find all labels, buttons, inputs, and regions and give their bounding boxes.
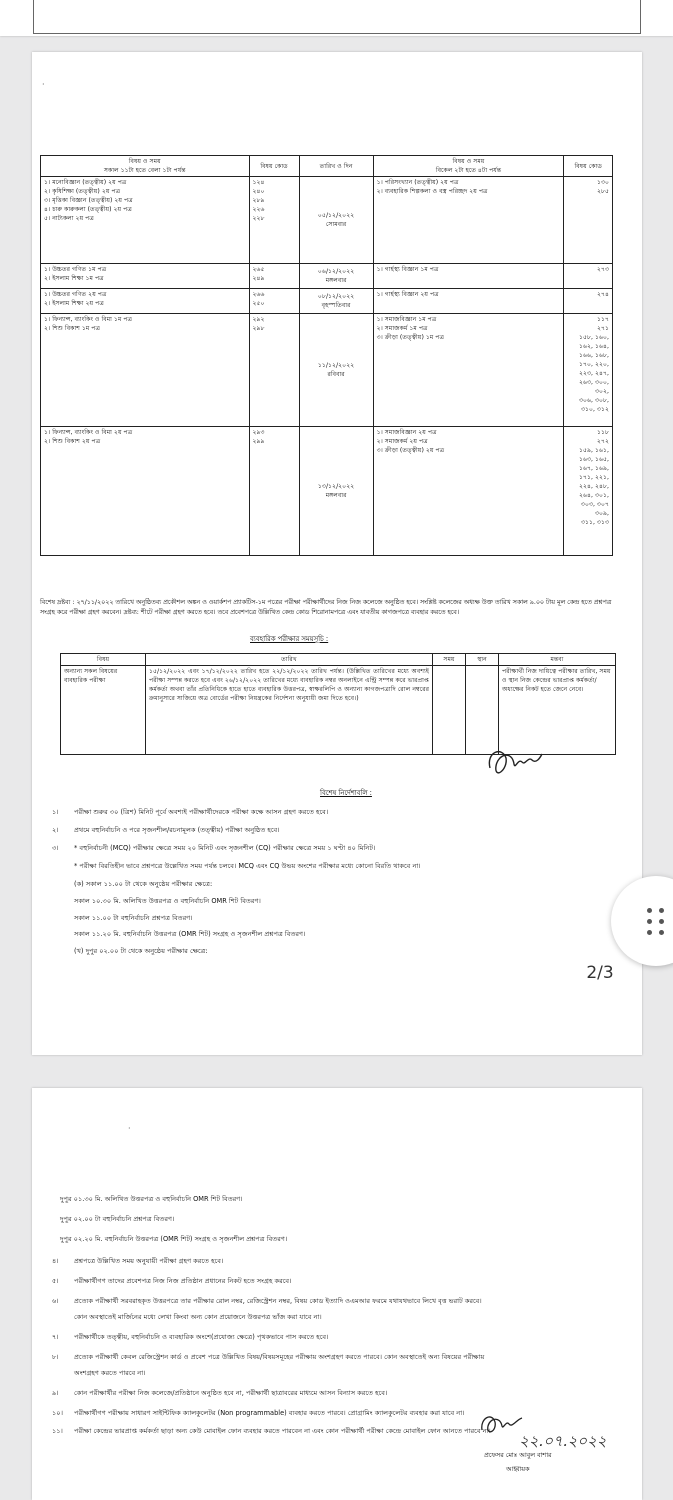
left-codes-cell-line: ২৯৩ (252, 429, 265, 436)
instruction-text: পরীক্ষার্থীগণ তাদের প্রবেশপত্র নিজ নিজ প্রতিষ্ঠান প্রধানের নিকট হতে সংগ্রহ করবে। (74, 1277, 292, 1285)
date-cell (299, 289, 373, 314)
right-codes-cell (564, 177, 613, 264)
instruction-item (52, 843, 612, 853)
instruction-number: ৪। (52, 1257, 59, 1265)
header-date: তারিখ ও দিন (299, 156, 373, 177)
instruction-item (60, 1214, 174, 1224)
right-codes-cell-line: ৩১১, ৩১৩ (580, 519, 609, 526)
left-subjects-cell (41, 264, 250, 289)
right-codes-cell-line: ৩০৯, (594, 510, 609, 517)
dots-grid-icon (647, 908, 652, 913)
header-code-left: বিষয় কোড (249, 156, 299, 177)
table-row (41, 264, 613, 289)
instruction-item (52, 1296, 482, 1306)
header-code-right: বিষয় কোড (564, 156, 613, 177)
date-cell-line: মঙ্গলবার (325, 277, 347, 284)
date-cell-line: ১৩/১২/২০২২ (317, 483, 355, 490)
scan-mark: · (42, 80, 45, 89)
date-cell-line: ০৬/১২/২০২২ (317, 268, 355, 275)
left-subjects-cell (41, 427, 250, 556)
page-edge-left (33, 0, 34, 34)
instruction-item (74, 1312, 322, 1322)
instruction-number: ৭। (52, 1333, 59, 1341)
right-subjects-cell-line: ৩। ক্রীড়া (তত্ত্বীয়) ২য় পত্র (376, 447, 445, 454)
date-cell (299, 264, 373, 289)
right-codes-cell-line: ৩১০, ৩১২ (580, 406, 609, 413)
signature-mark-page1 (484, 740, 546, 788)
dots-grid-icon-dot (659, 930, 664, 935)
right-codes-cell-line: ১৫৯, ১৬১, (579, 447, 609, 454)
dots-grid-icon-dot (659, 919, 664, 924)
instruction-item (52, 879, 612, 889)
instruction-text: প্রত্যেক পরীক্ষার্থী কেবল রেজিস্ট্রেশন কার্ড ও প্রবেশ পত্রে উল্লিখিত বিষয়/বিষয়সমূহের পরীক্ষায় অংশগ্রহণ করতে পারবে। কোন অবস্থাতেই অন্য বিষয়ের পরীক্ষায় (74, 1353, 485, 1361)
right-codes-cell-line: ২৬৪, ৩০১, (578, 492, 609, 499)
practical-time-cell (433, 666, 466, 755)
left-subjects-cell-line: ১। উচ্চতর গণিত ২য় পত্র (44, 291, 107, 298)
dots-grid-icon-dot (647, 919, 652, 924)
practical-header-subject: বিষয় (61, 654, 146, 666)
document-page-1 (32, 52, 642, 1055)
instruction-text: কোন পরীক্ষার্থীর পরীক্ষা নিজ কলেজে/প্রতিষ্ঠানে অনুষ্ঠিত হবে না, পরীক্ষার্থী ছাত্রাবরের মাধ্যমে আসন বিন্যাস করতে হবে। (74, 1389, 388, 1397)
left-codes-cell-line: ২৯৮ (252, 325, 265, 332)
left-subjects-cell-line: ১। উচ্চতর গণিত ১ম পত্র (44, 266, 107, 273)
table-row (41, 314, 613, 427)
instruction-text: পরীক্ষা শুরুর ৩০ (ত্রিশ) মিনিট পূর্বে অবশ্যই পরীক্ষার্থীদেরকে পরীক্ষা কক্ষে আসন গ্রহণ করতে হবে। (74, 808, 329, 816)
left-subjects-cell-line: ৪। চারু কারুকলা (তত্ত্বীয়) ২য় পত্র (44, 206, 132, 213)
practical-header-place: স্থান (466, 654, 499, 666)
right-codes-cell-line: ২৮৫ (596, 188, 609, 195)
left-codes-cell-line: ১২৪ (252, 179, 265, 186)
left-codes-cell-line: ২৬৬ (252, 291, 265, 298)
date-cell-line: বৃহস্পতিবার (321, 302, 351, 309)
instruction-item (52, 946, 612, 956)
left-codes-cell-line: ২২৬ (252, 206, 265, 213)
left-subjects-cell-line: ৩। মৃত্তিকা বিজ্ঞান (তত্ত্বীয়) ২য় পত্র (44, 197, 133, 204)
table-header-row (41, 156, 613, 177)
instruction-number: ১০। (52, 1409, 63, 1417)
left-subjects-cell (41, 289, 250, 314)
instruction-text: দুপুর ০২.০০ টা বহুনির্বাচনি প্রশ্নপত্র বিতরণ। (60, 1215, 175, 1223)
previous-page-edge (0, 0, 673, 36)
instruction-item (52, 825, 612, 835)
right-subjects-cell-line: ১। গার্হস্থ্য বিজ্ঞান ১ম পত্র (376, 266, 439, 273)
right-subjects-cell-line: ২। সমাজকর্ম ১ম পত্র (376, 325, 428, 332)
left-codes-cell-line: ২৯৯ (252, 438, 265, 445)
right-codes-cell-line: ১৭১, ২২১, (578, 474, 609, 481)
instructions-title: বিশেষ নির্দেশাবলি : (320, 789, 372, 797)
left-codes-cell-line: ২২৮ (252, 215, 265, 222)
date-cell (299, 314, 373, 427)
left-codes-cell (249, 177, 299, 264)
instruction-number: ২। (52, 826, 59, 834)
date-cell-line: রবিবার (327, 371, 345, 378)
instruction-item (52, 1388, 387, 1398)
table-row (41, 289, 613, 314)
header-subject-left: বিষয় ও সময় সকাল ১১টা হতে বেলা ১টা পর্যন্ত (41, 156, 250, 177)
right-codes-cell-line: ৩০২, (594, 388, 609, 395)
left-codes-cell (249, 427, 299, 556)
instruction-item (52, 896, 612, 906)
practical-header-date: তারিখ (146, 654, 433, 666)
right-subjects-cell (373, 177, 564, 264)
right-codes-cell-line: ২৭৩ (596, 266, 609, 273)
right-codes-cell-line: ১৫৮, ১৬০, (578, 334, 609, 341)
instruction-text: (ক) সকাল ১১.০০ টা থেকে অনুষ্ঠেয় পরীক্ষার ক্ষেত্রে: (74, 880, 213, 888)
instruction-text: (খ) দুপুর ০২.০০ টা থেকে অনুষ্ঠেয় পরীক্ষার ক্ষেত্রে: (74, 947, 208, 955)
instruction-item (52, 929, 612, 939)
left-subjects-cell-line: ২। শিশু বিকাশ ২য় পত্র (44, 438, 101, 445)
instruction-number: ১১। (52, 1427, 63, 1435)
right-subjects-cell-line: ৩। ক্রীড়া (তত্ত্বীয়) ১ম পত্র (376, 334, 444, 341)
instruction-text: প্রশ্নপত্রে উল্লিখিত সময় অনুযায়ী পরীক্ষা গ্রহণ করতে হবে। (74, 1257, 224, 1265)
signer-name: প্রফেসর মোঃ আবুল বাশার (484, 1451, 552, 1459)
date-cell (299, 427, 373, 556)
instruction-item (52, 1408, 465, 1418)
left-codes-cell-line: ২৮৯ (252, 197, 265, 204)
dots-grid-icon-dot (659, 908, 664, 913)
right-codes-cell-line: ২২৩, ২৪৭, (578, 370, 609, 377)
instruction-number: ৫। (52, 1277, 59, 1285)
date-cell-line: সোমবার (325, 221, 347, 228)
right-codes-cell-line: ১৬৬, ১৬৮, (578, 352, 609, 359)
date-cell-line: ০৮/১২/২০২২ (317, 293, 355, 300)
right-subjects-cell-line: ২। ব্যবহারিক শিল্পকলা ও বস্ত্র পরিচ্ছদ ২য় পত্র (376, 188, 488, 195)
dots-grid-icon-dot (647, 930, 652, 935)
left-subjects-cell (41, 314, 250, 427)
practical-header-remarks: মন্তব্য (499, 654, 616, 666)
exam-schedule-table (40, 155, 613, 556)
instruction-text: দুপুর ০১.৩০ মি. অলিখিত উত্তরপত্র ও বহুনির্বাচনি OMR শিট বিতরণ। (60, 1195, 243, 1203)
instruction-item (52, 1352, 484, 1362)
instruction-text: অংশগ্রহণ করতে পারবে না। (74, 1369, 146, 1377)
practical-header-time: সময় (433, 654, 466, 666)
date-cell-line: ১১/১২/২০২২ (317, 362, 355, 369)
instruction-number: ১। (52, 808, 59, 816)
page-indicator: 2/3 (586, 963, 614, 983)
right-codes-cell (564, 264, 613, 289)
practical-header-row (61, 654, 616, 666)
left-codes-cell-line: ২৪৯ (252, 275, 265, 282)
left-codes-cell-line: ২৪০ (252, 188, 265, 195)
right-codes-cell-line: ১৩০ (596, 179, 609, 186)
instruction-text: সকাল ১০.৩০ মি. অলিখিত উত্তরপত্র ও বহুনির্বাচনি OMR শিট বিতরণ। (74, 897, 261, 905)
instruction-item (52, 913, 612, 923)
instruction-item (52, 1276, 291, 1286)
right-codes-cell-line: ২৭৪ (596, 291, 609, 298)
date-cell-line: মঙ্গলবার (325, 492, 347, 499)
right-codes-cell-line: ২৭১ (596, 325, 609, 332)
right-codes-cell (564, 427, 613, 556)
right-codes-cell-line: ১১৭ (596, 316, 609, 323)
instruction-number: ৬। (52, 1297, 59, 1305)
practical-remarks: পরীক্ষার্থী নিজ দায়িত্বে পরীক্ষার তারিখ, সময় ও স্থান নিজ কেন্দ্রের ভারপ্রাপ্ত কর্মকর্তা/অধ্যক্ষের নিকট হতে জেনে নেবে। (499, 666, 616, 755)
date-cell (299, 177, 373, 264)
right-subjects-cell-line: ১। পরিসংখ্যান (তত্ত্বীয়) ২য় পত্র (376, 179, 459, 186)
right-subjects-cell (373, 314, 564, 427)
instruction-item (52, 1426, 491, 1436)
left-codes-cell-line: ২৯২ (252, 316, 265, 323)
right-codes-cell-line: ২২৪, ২৪৮, (578, 483, 609, 490)
instruction-item (60, 1194, 243, 1204)
instruction-text: সকাল ১১.২০ মি. বহুনির্বাচনি উত্তরপত্র (OMR শিট) সংগ্রহ ও সৃজনশীল প্রশ্নপত্র বিতরণ। (74, 930, 306, 938)
instruction-item (52, 807, 612, 817)
right-codes-cell-line: ২৭২ (596, 438, 609, 445)
right-subjects-cell-line: ১। সমাজবিজ্ঞান ২য় পত্র (376, 429, 437, 436)
right-codes-cell-line: ২৬৩, ৩০০, (578, 379, 609, 386)
left-codes-cell-line: ২৫০ (252, 300, 265, 307)
special-note: বিশেষ দ্রষ্টব্য : ২৭/১১/২০২২ তারিখে অনুষ্ঠিতব্য প্রকৌশল অঙ্কন ও ওয়ার্কশপ প্র্যাকটিস-১ম পত্রের পরীক্ষা পরীক্ষার্থীদের নিজ নিজ কলেজে অনুষ্ঠিত হবে। সংশ্লিষ্ট কলেজের অধ্যক্ষ উক্ত তারিখ সকাল ৯.০০ টায় মূল কেন্দ্র হতে প্রশ্নপত্র সংগ্রহ করে পরীক্ষা গ্রহণ করবেন। দ্রষ্টব্য: শীটে পরীক্ষা গ্রহণ করতে হবে। তবে প্রবেশপত্রে উল্লিখিত কেন্দ্র কোড শিরোনামপত্রে এবং যাবতীয় কাগজপত্রে ব্যবহার করতে হবে। (40, 599, 612, 616)
left-subjects-cell-line: ১। মনোবিজ্ঞান (তত্ত্বীয়) ২য় পত্র (44, 179, 127, 186)
right-codes-cell-line: ১৬৩, ১৬৫, (578, 456, 609, 463)
practical-schedule-title: ব্যবহারিক পরীক্ষার সময়সূচি : (250, 635, 329, 643)
instruction-text: প্রত্যেক পরীক্ষার্থী সরবরাহকৃত উত্তরপত্রে তার পরীক্ষার রোল নম্বর, রেজিস্ট্রেশন নম্বর, বিষয় কোড ইত্যাদি ওএমআর ফরমে যথাযথভাবে লিখে বৃত্ত ভরাট করবে। (74, 1297, 482, 1305)
instruction-number: ৯। (52, 1389, 59, 1397)
page-edge-bottom (33, 33, 641, 34)
left-codes-cell (249, 289, 299, 314)
instruction-text: প্রথমে বহুনির্বাচনি ও পরে সৃজনশীল/রচনামূলক (তত্ত্বীয়) পরীক্ষা অনুষ্ঠিত হবে। (74, 826, 280, 834)
left-subjects-cell-line: ২। কৃষিশিক্ষা (তত্ত্বীয়) ২য় পত্র (44, 188, 121, 195)
instruction-text: * বহুনির্বাচনী (MCQ) পরীক্ষার ক্ষেত্রে সময় ২০ মিনিট এবং সৃজনশীল (CQ) পরীক্ষার ক্ষেত্রে সময় ১ ঘণ্টা ৪০ মিনিট। (74, 844, 376, 852)
right-codes-cell-line: ১১৮ (596, 429, 609, 436)
instruction-item (52, 1332, 328, 1342)
right-codes-cell-line: ১৭০, ২২০, (578, 361, 609, 368)
instruction-number: ৮। (52, 1353, 59, 1361)
left-subjects-cell-line: ১। ফিন্যান্স, ব্যাংকিং ও বিমা ২য় পত্র (44, 429, 133, 436)
signer-title: আহ্বায়ক (506, 1465, 530, 1473)
right-codes-cell-line: ১৬২, ১৬৪, (578, 343, 609, 350)
practical-subject: অন্যান্য সকল বিষয়ের ব্যবহারিক পরীক্ষা (61, 666, 146, 755)
scan-mark: · (128, 1124, 131, 1133)
left-codes-cell (249, 264, 299, 289)
left-subjects-cell-line: ২। ইসলাম শিক্ষা ১ম পত্র (44, 275, 104, 282)
instruction-text: কোন অবস্থাতেই মার্জিনের মধ্যে লেখা কিংবা অন্য কোন প্রয়োজনে উত্তরপত্র ভাঁজ করা যাবে না। (74, 1313, 322, 1321)
right-subjects-cell-line: ২। সমাজকর্ম ২য় পত্র (376, 438, 428, 445)
right-codes-cell-line: ১৬৭, ১৬৯, (578, 465, 609, 472)
instruction-item (60, 1234, 287, 1244)
right-codes-cell (564, 314, 613, 427)
left-subjects-cell (41, 177, 250, 264)
header-subject-right: বিষয় ও সময় বিকেল ২টা হতে ৪টা পর্যন্ত (373, 156, 564, 177)
instruction-item (52, 861, 612, 871)
instruction-text: পরীক্ষার্থীগণ পরীক্ষায় সাধারণ সাইন্টিফিক ক্যালকুলেটর (Non programmable) ব্যবহার করতে পারবে। প্রোগ্রামিং ক্যালকুলেটর ব্যবহার করা যাবে না। (74, 1409, 465, 1417)
right-subjects-cell (373, 427, 564, 556)
instruction-item (74, 1368, 146, 1378)
instruction-text: পরীক্ষা কেন্দ্রের ভারপ্রাপ্ত কর্মকর্তা ছাড়া অন্য কেউ মোবাইল ফোন ব্যবহার করতে পারবেন না এবং কোন পরীক্ষার্থী পরীক্ষা কেন্দ্রে মোবাইল ফোন আনতে পারবে না। (74, 1427, 491, 1435)
left-subjects-cell-line: ২। ইসলাম শিক্ষা ২য় পত্র (44, 300, 104, 307)
right-codes-cell (564, 289, 613, 314)
right-subjects-cell (373, 264, 564, 289)
table-row (41, 427, 613, 556)
instruction-text: সকাল ১১.০০ টা বহুনির্বাচনি প্রশ্নপত্র বিতরণ। (74, 914, 193, 922)
instruction-text: দুপুর ০২.২০ মি. বহুনির্বাচনি উত্তরপত্র (OMR শিট) সংগ্রহ ও সৃজনশীল প্রশ্নপত্র বিতরণ। (60, 1235, 288, 1243)
right-subjects-cell-line: ১। সমাজবিজ্ঞান ১ম পত্র (376, 316, 437, 323)
instruction-number: ৩। (52, 844, 59, 852)
document-page-2 (32, 1088, 642, 1500)
signature-date: ২২.০৭.২০২২ (519, 1432, 607, 1450)
table-row (41, 177, 613, 264)
left-subjects-cell-line: ৫। নাট্যকলা ২য় পত্র (44, 215, 94, 222)
instruction-text: পরীক্ষার্থীকে তত্ত্বীয়, বহুনির্বাচনি ও ব্যবহারিক অংশে(প্রযোজ্য ক্ষেত্রে) পৃথকভাবে পাস করতে হবে। (74, 1333, 329, 1341)
page-edge-right (640, 0, 641, 34)
instruction-item (52, 1256, 223, 1266)
practical-date-text: ১৫/১২/২০২২ এবং ১৭/১২/২০২২ তারিখ হতে ২২/১২/২০২২ তারিখ পর্যন্ত। (উল্লিখিত তারিখের মধ্যে অবশ্যই পরীক্ষা সম্পন্ন করতে হবে এবং ২৬/১২/২০২২ তারিখের মধ্যে ব্যবহারিক নম্বর অনলাইনে এন্ট্রি সম্পন্ন করে ভারপ্রাপ্ত কর্মকর্তা অথবা তাঁর প্রতিনিধিকে হাতে হাতে ব্যবহারিক উত্তরপত্র, স্বাক্ষরলিপি ও অন্যান্য কাগজপত্রাদি রোল নম্বরের ক্রমানুসারে সাজিয়ে অত্র বোর্ডের পরীক্ষা নিয়ন্ত্রকের নির্দেশনা অনুযায়ী জমা দিতে হবে।) (146, 666, 433, 755)
left-codes-cell-line: ২৬৫ (252, 266, 265, 273)
right-codes-cell-line: ৩০৬, ৩০৮, (578, 397, 609, 404)
right-subjects-cell-line: ১। গার্হস্থ্য বিজ্ঞান ২য় পত্র (376, 291, 439, 298)
left-subjects-cell-line: ১। ফিন্যান্স, ব্যাংকিং ও বিমা ১ম পত্র (44, 316, 133, 323)
instruction-text: * পরীক্ষা বিরতিহীন ভাবে প্রশ্নপত্রে উল্লেখিত সময় পর্যন্ত চলবে। MCQ এবং CQ উভয় অংশের পরীক্ষার মধ্যে কোনো বিরতি থাকবে না। (74, 862, 421, 870)
right-subjects-cell (373, 289, 564, 314)
right-codes-cell-line: ৩০৩, ৩০৭ (580, 501, 609, 508)
date-cell-line: ০৫/১২/২০২২ (317, 212, 355, 219)
left-subjects-cell-line: ২। শিশু বিকাশ ১ম পত্র (44, 325, 101, 332)
left-codes-cell (249, 314, 299, 427)
